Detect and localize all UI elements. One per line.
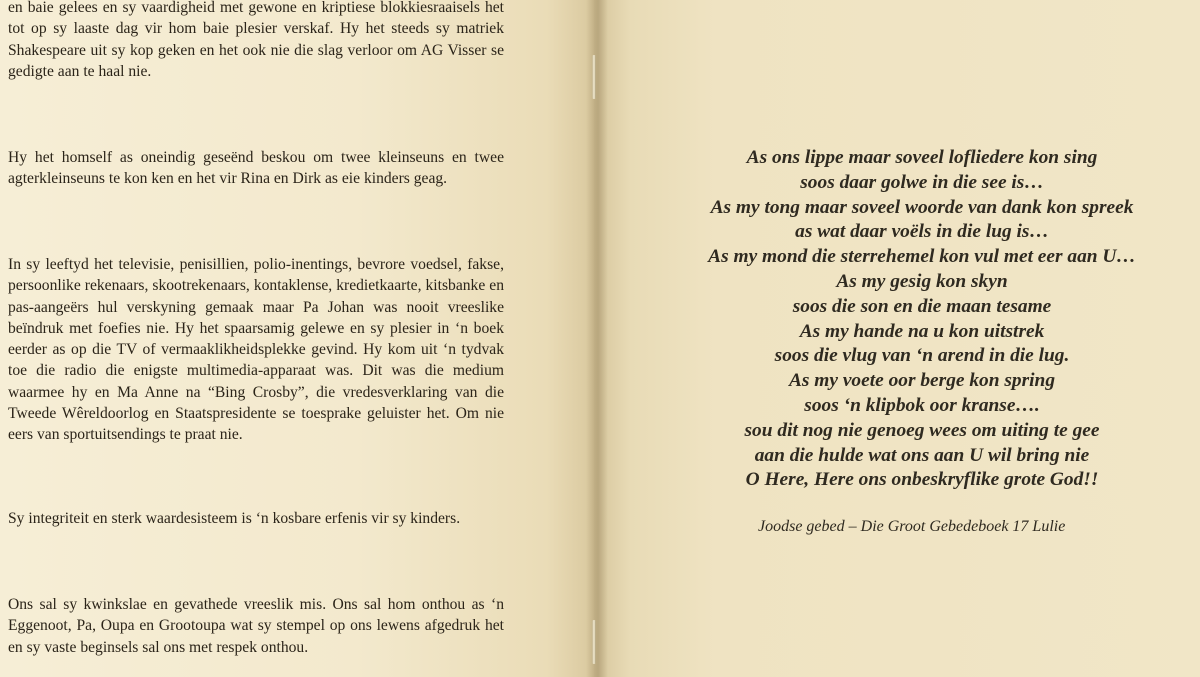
prayer-line: soos ‘n klipbok oor kranse…. <box>804 394 1040 416</box>
prayer-line: sou dit nog nie genoeg wees om uiting te gee <box>744 419 1100 441</box>
left-page <box>0 0 594 677</box>
right-page <box>594 0 1200 677</box>
prayer-line: aan die hulde wat ons aan U wil bring nie <box>754 444 1090 466</box>
prayer-line: soos daar golwe in die see is… <box>800 171 1044 193</box>
paragraph-grandchildren: Hy het homself as oneindig geseënd beskou om twee kleinseuns en twee agterkleinseuns te kon ken en het vir Rina en Dirk as eie kinders geag. <box>8 149 504 188</box>
prayer-line: As my hande na u kon uitstrek <box>799 320 1045 342</box>
staple-top <box>592 55 596 99</box>
prayer-line: soos die son en die maan tesame <box>792 295 1052 317</box>
prayer-attribution: Joodse gebed – Die Groot Gebedeboek 17 Lulie <box>758 518 1066 535</box>
prayer-poem <box>594 146 1200 493</box>
book-gutter <box>586 0 608 677</box>
paragraph-lifetime-inventions: In sy leeftyd het televisie, penisillien, polio-inentings, bevrore voedsel, fakse, persoonlike rekenaars, skootrekenaars, kontaklense, kredietkaarte, kitsbanke en pas-aangeërs hul verskyning gemaak maar Pa Johan was nooit vreeslike beïndruk met foefies nie. Hy het spaarsamig gelewe en sy plesier in ‘n boek eerder as op die TV of vermaaklikheidsplekke gevind. Hy kom uit ‘n tydvak toe die radio die enigste multimedia-apparaat was. Dit was die medium waarmee hy en Ma Anne na “Bing Crosby”, die vredesverklaring van die Tweede Wêreldoorlog en Staatspresidente se toesprake geluister het. Om nie eers van sportuitsendings te praat nie. <box>8 256 504 444</box>
paragraph-hobbies: en baie gelees en sy vaardigheid met gewone en kriptiese blokkiesraaisels het tot op sy laaste dag vir hom baie plesier verskaf. Hy het steeds sy matriek Shakespeare uit sy kop geken en het ook nie die slag verloor om AG Visser se gedigte aan te haal nie. <box>8 0 504 80</box>
prayer-line: As my tong maar soveel woorde van dank kon spreek <box>710 196 1134 218</box>
paragraph-remembrance: Ons sal sy kwinkslae en gevathede vreeslik mis. Ons sal hom onthou as ‘n Eggenoot, Pa, Oupa en Grootoupa wat sy stempel op ons lewens afgedruk het en sy vaste beginsels sal ons met respek onthou. <box>8 596 504 656</box>
prayer-line: O Here, Here ons onbeskryflike grote God!! <box>745 469 1099 491</box>
prayer-line: As my mond die sterrehemel kon vul met eer aan U… <box>708 246 1136 268</box>
prayer-line: soos die vlug van ‘n arend in die lug. <box>774 345 1070 367</box>
prayer-line: As my voete oor berge kon spring <box>788 370 1056 392</box>
prayer-line: As ons lippe maar soveel lofliedere kon sing <box>746 147 1098 168</box>
paragraph-integrity: Sy integriteit en sterk waardesisteem is ‘n kosbare erfenis vir sy kinders. <box>8 510 461 527</box>
prayer-line: As my gesig kon skyn <box>836 270 1008 292</box>
prayer-line: as wat daar voëls in die lug is… <box>795 221 1049 243</box>
staple-bottom <box>592 620 596 664</box>
